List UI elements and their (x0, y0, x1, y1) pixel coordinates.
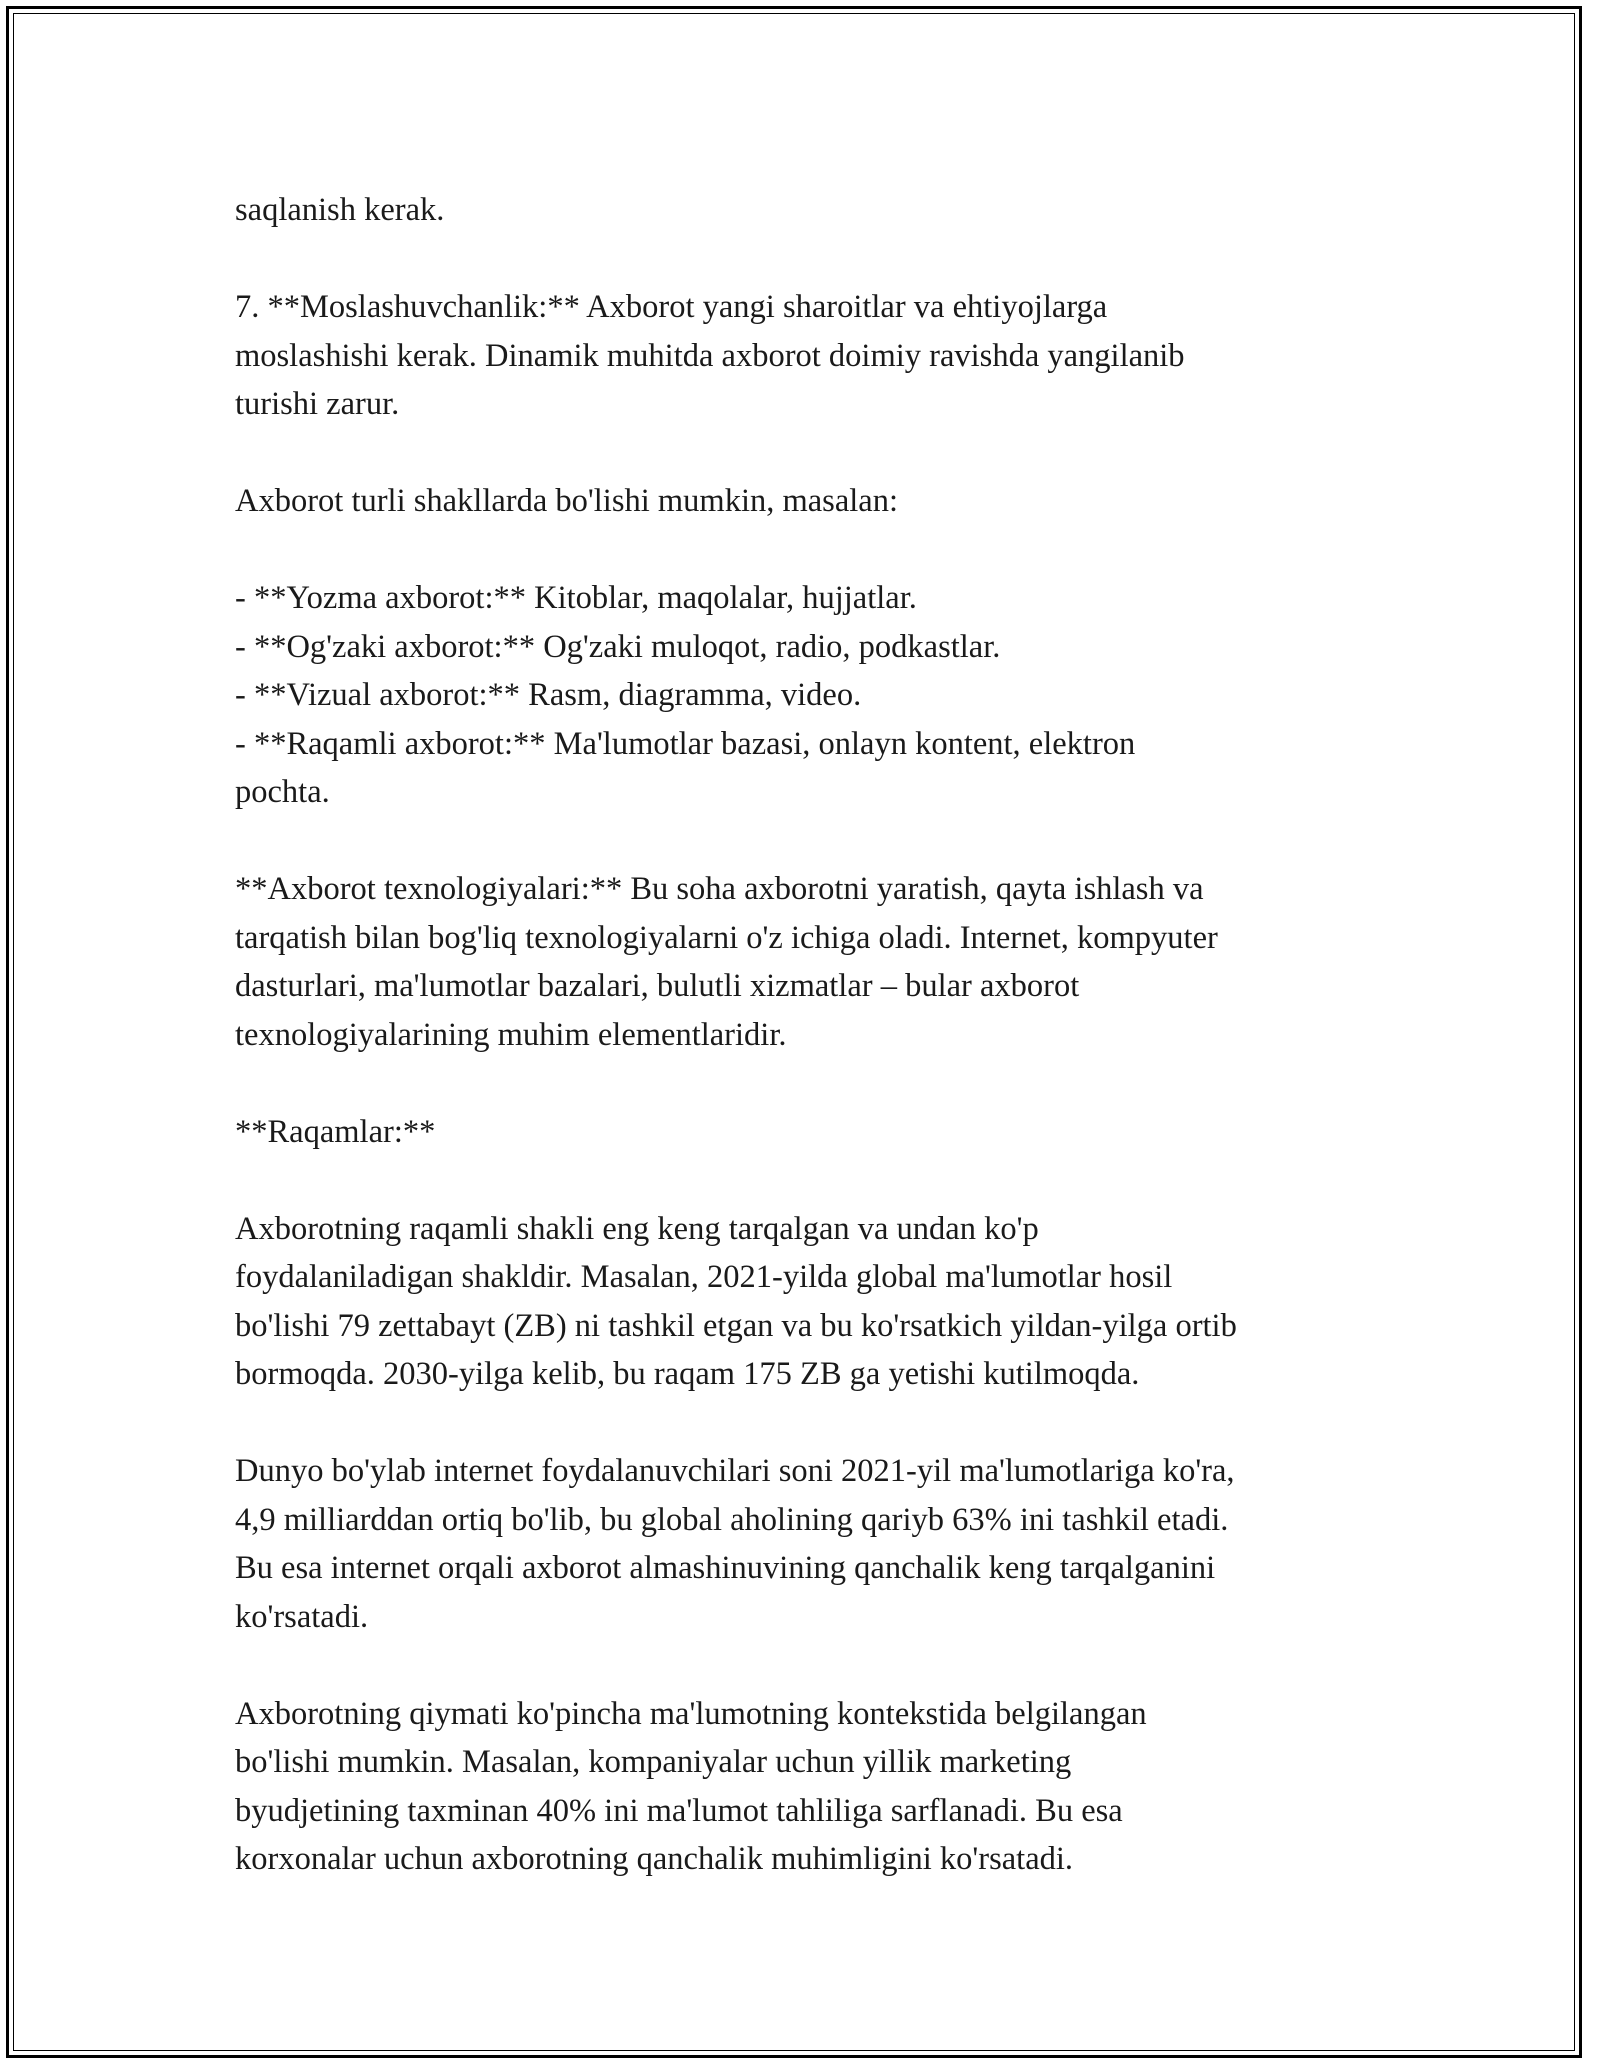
paragraph-continuation (235, 186, 1375, 235)
paragraph-value (235, 1690, 1375, 1884)
text-line: Bu esa internet orqali axborot almashinuvining qanchalik keng tarqalganini (235, 1550, 1216, 1586)
document-body (235, 186, 1375, 1884)
text-line: byudjetining taxminan 40% ini ma'lumot tahliliga sarflanadi. Bu esa (235, 1792, 1123, 1829)
text-line: **Raqamlar:** (235, 1113, 436, 1150)
text-line: pochta. (235, 774, 330, 810)
list-item (235, 574, 1375, 623)
text-line: bo'lishi mumkin. Masalan, kompaniyalar uchun yillik marketing (235, 1744, 1072, 1780)
text-line: - **Vizual axborot:** Rasm, diagramma, video. (235, 677, 862, 713)
forms-list (235, 574, 1375, 817)
text-line: ko'rsatadi. (235, 1598, 369, 1635)
text-line: moslashishi kerak. Dinamik muhitda axborot doimiy ravishda yangilanib (235, 337, 1185, 374)
text-line: - **Raqamli axborot:** Ma'lumotlar bazasi, onlayn kontent, elektron (235, 725, 1136, 762)
text-line: korxonalar uchun axborotning qanchalik muhimligini ko'rsatadi. (235, 1841, 1074, 1877)
paragraph-internet-users (235, 1447, 1375, 1641)
list-item (235, 671, 1375, 720)
text-line: turishi zarur. (235, 386, 400, 422)
text-line: foydalaniladigan shakldir. Masalan, 2021-yilda global ma'lumotlar hosil (235, 1259, 1173, 1295)
paragraph-forms-intro (235, 477, 1375, 526)
paragraph-flexibility (235, 283, 1375, 429)
text-line: - **Og'zaki axborot:** Og'zaki muloqot, radio, podkastlar. (235, 628, 1001, 665)
text-line: 7. **Moslashuvchanlik:** Axborot yangi sharoitlar va ehtiyojlarga (235, 289, 1108, 325)
text-line: Axborot turli shakllarda bo'lishi mumkin, masalan: (235, 483, 898, 519)
section-heading-numbers (235, 1108, 1375, 1157)
text-line: tarqatish bilan bog'liq texnologiyalarni o'z ichiga oladi. Internet, kompyuter (235, 919, 1218, 956)
text-line: Axborotning qiymati ko'pincha ma'lumotning kontekstida belgilangan (235, 1695, 1147, 1732)
text-line: **Axborot texnologiyalari:** Bu soha axborotni yaratish, qayta ishlash va (235, 871, 1204, 907)
paragraph-digital-data (235, 1205, 1375, 1399)
text-line: Dunyo bo'ylab internet foydalanuvchilari soni 2021-yil ma'lumotlariga ko'ra, (235, 1453, 1235, 1489)
list-item (235, 720, 1375, 817)
text-line: bo'lishi 79 zettabayt (ZB) ni tashkil etgan va bu ko'rsatkich yildan-yilga ortib (235, 1307, 1237, 1344)
list-item (235, 623, 1375, 672)
text-line: 4,9 milliarddan ortiq bo'lib, bu global aholining qariyb 63% ini tashkil etadi. (235, 1501, 1229, 1538)
text-line: Axborotning raqamli shakli eng keng tarqalgan va undan ko'p (235, 1210, 1039, 1247)
text-line: dasturlari, ma'lumotlar bazalari, bulutli xizmatlar – bular axborot (235, 968, 1080, 1004)
paragraph-it (235, 865, 1375, 1059)
text-line: - **Yozma axborot:** Kitoblar, maqolalar, hujjatlar. (235, 580, 917, 616)
text-line: saqlanish kerak. (235, 192, 445, 228)
text-line: bormoqda. 2030-yilga kelib, bu raqam 175 ZB ga yetishi kutilmoqda. (235, 1356, 1140, 1392)
text-line: texnologiyalarining muhim elementlaridir. (235, 1016, 787, 1053)
